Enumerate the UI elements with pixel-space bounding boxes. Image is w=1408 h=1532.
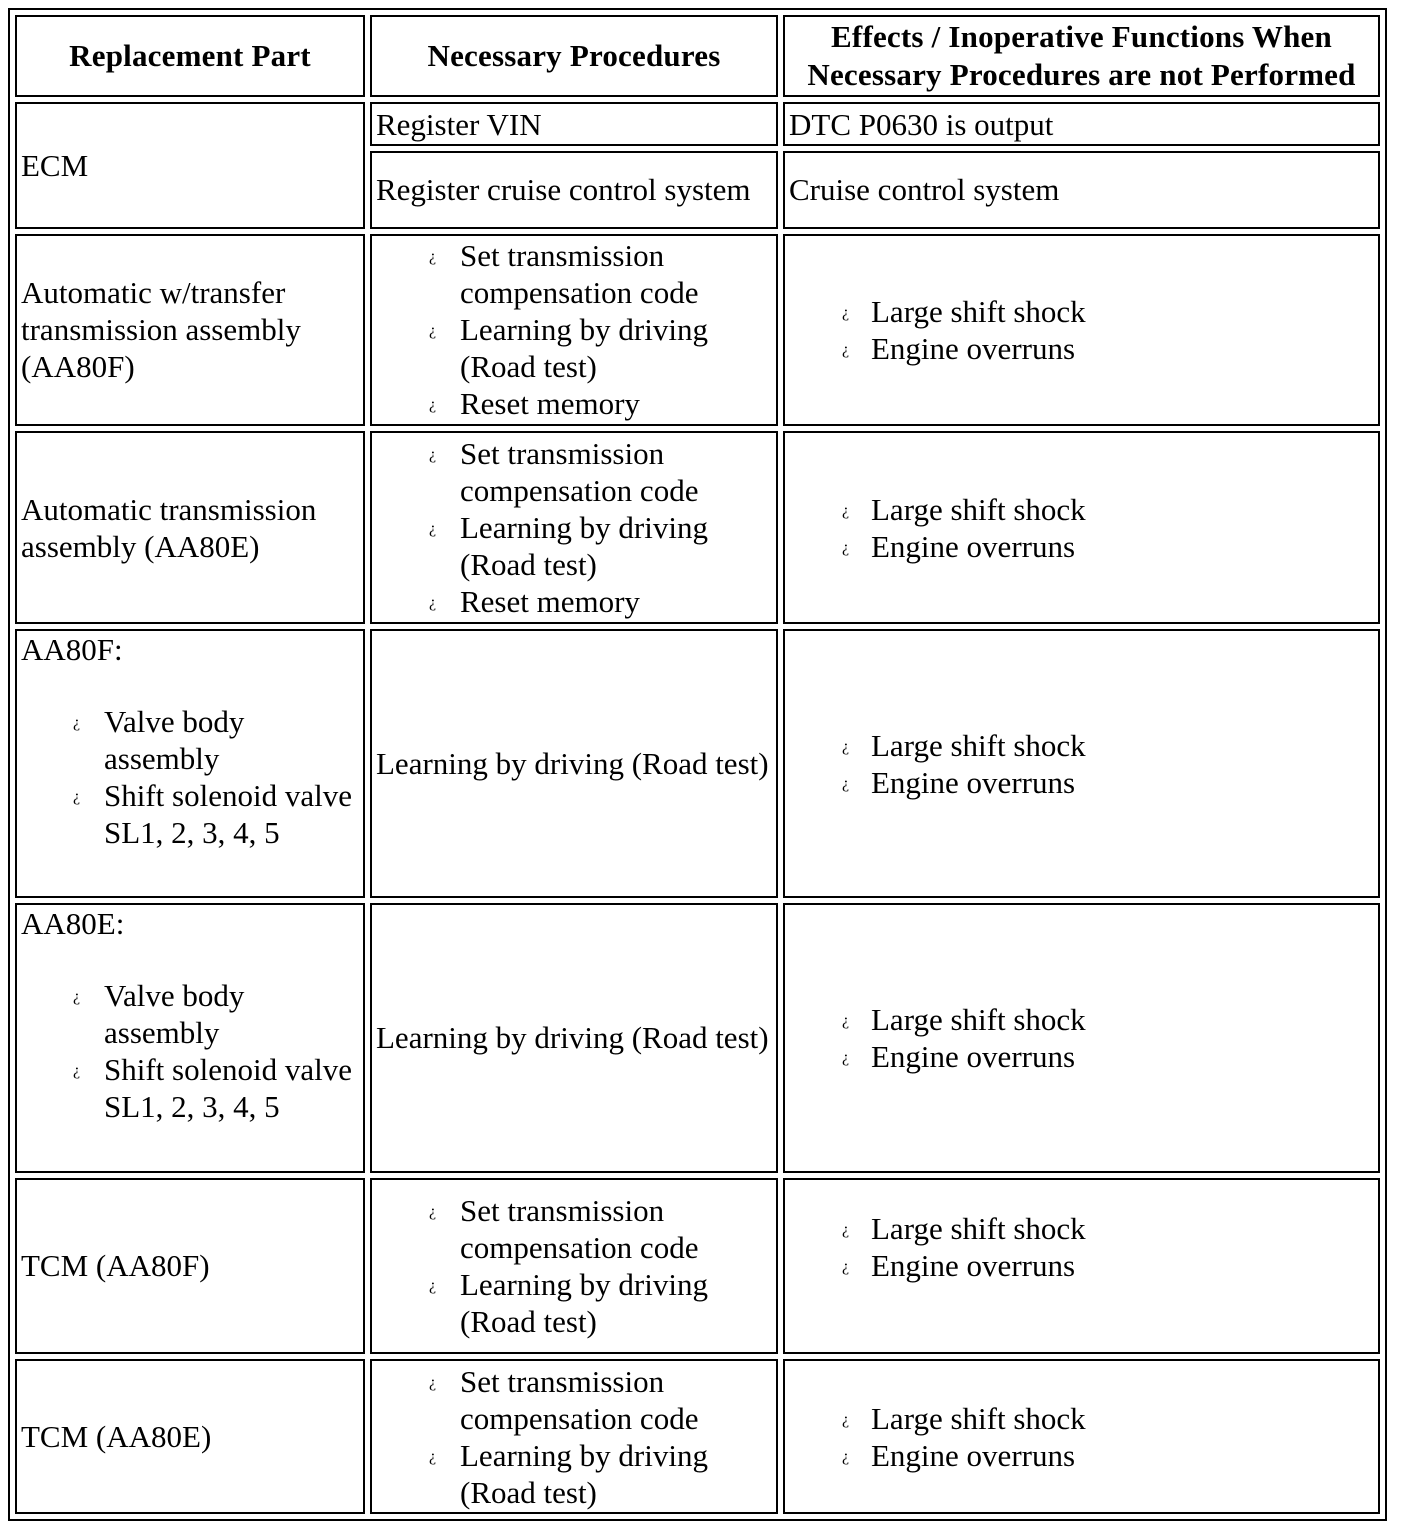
effect-cell xyxy=(783,1359,1380,1514)
list-item-text: Set transmission compensation code xyxy=(460,238,699,311)
bullet-icon: ¿ xyxy=(842,1447,850,1465)
list-item-text: Reset memory xyxy=(460,584,640,620)
bullet-icon: ¿ xyxy=(73,988,81,1006)
part-cell xyxy=(15,629,365,898)
part-cell: Automatic transmission assembly (AA80E) xyxy=(15,431,365,624)
list-item-text: Engine overruns xyxy=(871,330,1076,366)
list-item-text: Shift solenoid valve SL1, 2, 3, 4, 5 xyxy=(104,778,352,851)
bullet-icon: ¿ xyxy=(842,737,850,755)
part-cell: TCM (AA80F) xyxy=(15,1178,365,1355)
bullet-icon: ¿ xyxy=(429,1276,437,1294)
list-item xyxy=(429,385,772,422)
table-header-row xyxy=(15,15,1380,97)
list-item xyxy=(842,1001,1374,1038)
list-item-text: Engine overruns xyxy=(871,1038,1076,1074)
list-item-text: Engine overruns xyxy=(871,1247,1076,1283)
list-item-text: Set transmission compensation code xyxy=(460,1192,699,1265)
effect-cell xyxy=(783,1178,1380,1355)
procedure-list xyxy=(376,1363,772,1511)
list-item-text: Engine overruns xyxy=(871,764,1076,800)
list-item xyxy=(842,764,1374,801)
table-row xyxy=(15,629,1380,898)
list-item-text: Learning by driving (Road test) xyxy=(460,1437,708,1510)
effect-cell: Cruise control system xyxy=(783,151,1380,228)
list-item xyxy=(842,1437,1374,1474)
procedure-list xyxy=(376,1192,772,1340)
list-item-text: Large shift shock xyxy=(871,293,1086,329)
list-item xyxy=(429,1363,772,1437)
bullet-icon: ¿ xyxy=(842,1048,850,1066)
bullet-icon: ¿ xyxy=(429,594,437,612)
procedure-cell xyxy=(370,1178,778,1355)
list-item xyxy=(842,1210,1374,1247)
part-group-title: AA80E: xyxy=(21,906,125,942)
list-item xyxy=(842,528,1374,565)
bullet-icon: ¿ xyxy=(842,1220,850,1238)
list-item-text: Learning by driving (Road test) xyxy=(460,312,708,385)
header-replacement-part: Replacement Part xyxy=(15,15,365,97)
bullet-icon: ¿ xyxy=(842,340,850,358)
list-item-text: Large shift shock xyxy=(871,1001,1086,1037)
list-item-text: Shift solenoid valve SL1, 2, 3, 4, 5 xyxy=(104,1052,352,1125)
table-row xyxy=(15,234,1380,427)
list-item xyxy=(842,330,1374,367)
header-effects: Effects / Inoperative Functions When Necessary Procedures are not Performed xyxy=(783,15,1380,97)
list-item-text: Engine overruns xyxy=(871,1437,1076,1473)
list-item xyxy=(73,977,359,1051)
list-item xyxy=(842,1247,1374,1284)
list-item xyxy=(429,509,772,583)
effect-list xyxy=(789,1400,1374,1474)
bullet-icon: ¿ xyxy=(429,1373,437,1391)
procedure-list xyxy=(376,237,772,422)
list-item xyxy=(429,1192,772,1266)
list-item-text: Learning by driving (Road test) xyxy=(460,510,708,583)
list-item-text: Set transmission compensation code xyxy=(460,436,699,509)
effect-list xyxy=(789,491,1374,565)
bullet-icon: ¿ xyxy=(73,788,81,806)
effect-list xyxy=(789,293,1374,367)
procedure-cell xyxy=(370,431,778,624)
bullet-icon: ¿ xyxy=(842,303,850,321)
list-item-text: Large shift shock xyxy=(871,727,1086,763)
list-item xyxy=(429,1266,772,1340)
procedure-list xyxy=(376,435,772,620)
part-cell: TCM (AA80E) xyxy=(15,1359,365,1514)
part-cell: Automatic w/transfer transmission assembly (AA80F) xyxy=(15,234,365,427)
list-item xyxy=(429,237,772,311)
procedure-cell: Learning by driving (Road test) xyxy=(370,903,778,1172)
bullet-icon: ¿ xyxy=(429,1202,437,1220)
table-row xyxy=(15,102,1380,146)
procedure-cell: Register cruise control system xyxy=(370,151,778,228)
part-cell xyxy=(15,903,365,1172)
procedure-cell xyxy=(370,234,778,427)
list-item-text: Set transmission compensation code xyxy=(460,1363,699,1436)
list-item-text: Large shift shock xyxy=(871,491,1086,527)
replacement-procedures-table xyxy=(8,8,1387,1521)
bullet-icon: ¿ xyxy=(73,1062,81,1080)
part-cell: ECM xyxy=(15,102,365,229)
table-row xyxy=(15,1359,1380,1514)
bullet-icon: ¿ xyxy=(842,501,850,519)
bullet-icon: ¿ xyxy=(429,248,437,266)
list-item xyxy=(429,1437,772,1511)
procedure-cell: Register VIN xyxy=(370,102,778,146)
list-item-text: Large shift shock xyxy=(871,1210,1086,1246)
bullet-icon: ¿ xyxy=(429,446,437,464)
list-item xyxy=(73,777,359,851)
list-item xyxy=(842,1038,1374,1075)
effect-cell xyxy=(783,629,1380,898)
list-item-text: Valve body assembly xyxy=(104,978,245,1051)
list-item xyxy=(842,1400,1374,1437)
effect-list xyxy=(789,727,1374,801)
procedure-cell: Learning by driving (Road test) xyxy=(370,629,778,898)
list-item-text: Valve body assembly xyxy=(104,704,245,777)
bullet-icon: ¿ xyxy=(842,1410,850,1428)
table-row xyxy=(15,1178,1380,1355)
list-item xyxy=(73,703,359,777)
document-page xyxy=(8,8,1383,1521)
bullet-icon: ¿ xyxy=(429,322,437,340)
bullet-icon: ¿ xyxy=(429,1447,437,1465)
bullet-icon: ¿ xyxy=(429,396,437,414)
bullet-icon: ¿ xyxy=(842,538,850,556)
part-list xyxy=(21,703,359,851)
bullet-icon: ¿ xyxy=(842,774,850,792)
list-item xyxy=(73,1051,359,1125)
table-row xyxy=(15,903,1380,1172)
list-item xyxy=(429,435,772,509)
list-item-text: Engine overruns xyxy=(871,528,1076,564)
list-item-text: Reset memory xyxy=(460,386,640,422)
bullet-icon: ¿ xyxy=(73,714,81,732)
list-item xyxy=(842,727,1374,764)
list-item-text: Learning by driving (Road test) xyxy=(460,1266,708,1339)
bullet-icon: ¿ xyxy=(429,520,437,538)
list-item xyxy=(429,583,772,620)
effect-cell xyxy=(783,903,1380,1172)
list-item xyxy=(842,293,1374,330)
list-item-text: Large shift shock xyxy=(871,1400,1086,1436)
bullet-icon: ¿ xyxy=(842,1011,850,1029)
list-item xyxy=(429,311,772,385)
effect-cell xyxy=(783,431,1380,624)
procedure-cell xyxy=(370,1359,778,1514)
bullet-icon: ¿ xyxy=(842,1257,850,1275)
list-item xyxy=(842,491,1374,528)
effect-cell: DTC P0630 is output xyxy=(783,102,1380,146)
part-list xyxy=(21,977,359,1125)
part-group-title: AA80F: xyxy=(21,632,123,668)
table-row xyxy=(15,431,1380,624)
effect-list xyxy=(789,1210,1374,1284)
effect-list xyxy=(789,1001,1374,1075)
header-necessary-procedures: Necessary Procedures xyxy=(370,15,778,97)
effect-cell xyxy=(783,234,1380,427)
